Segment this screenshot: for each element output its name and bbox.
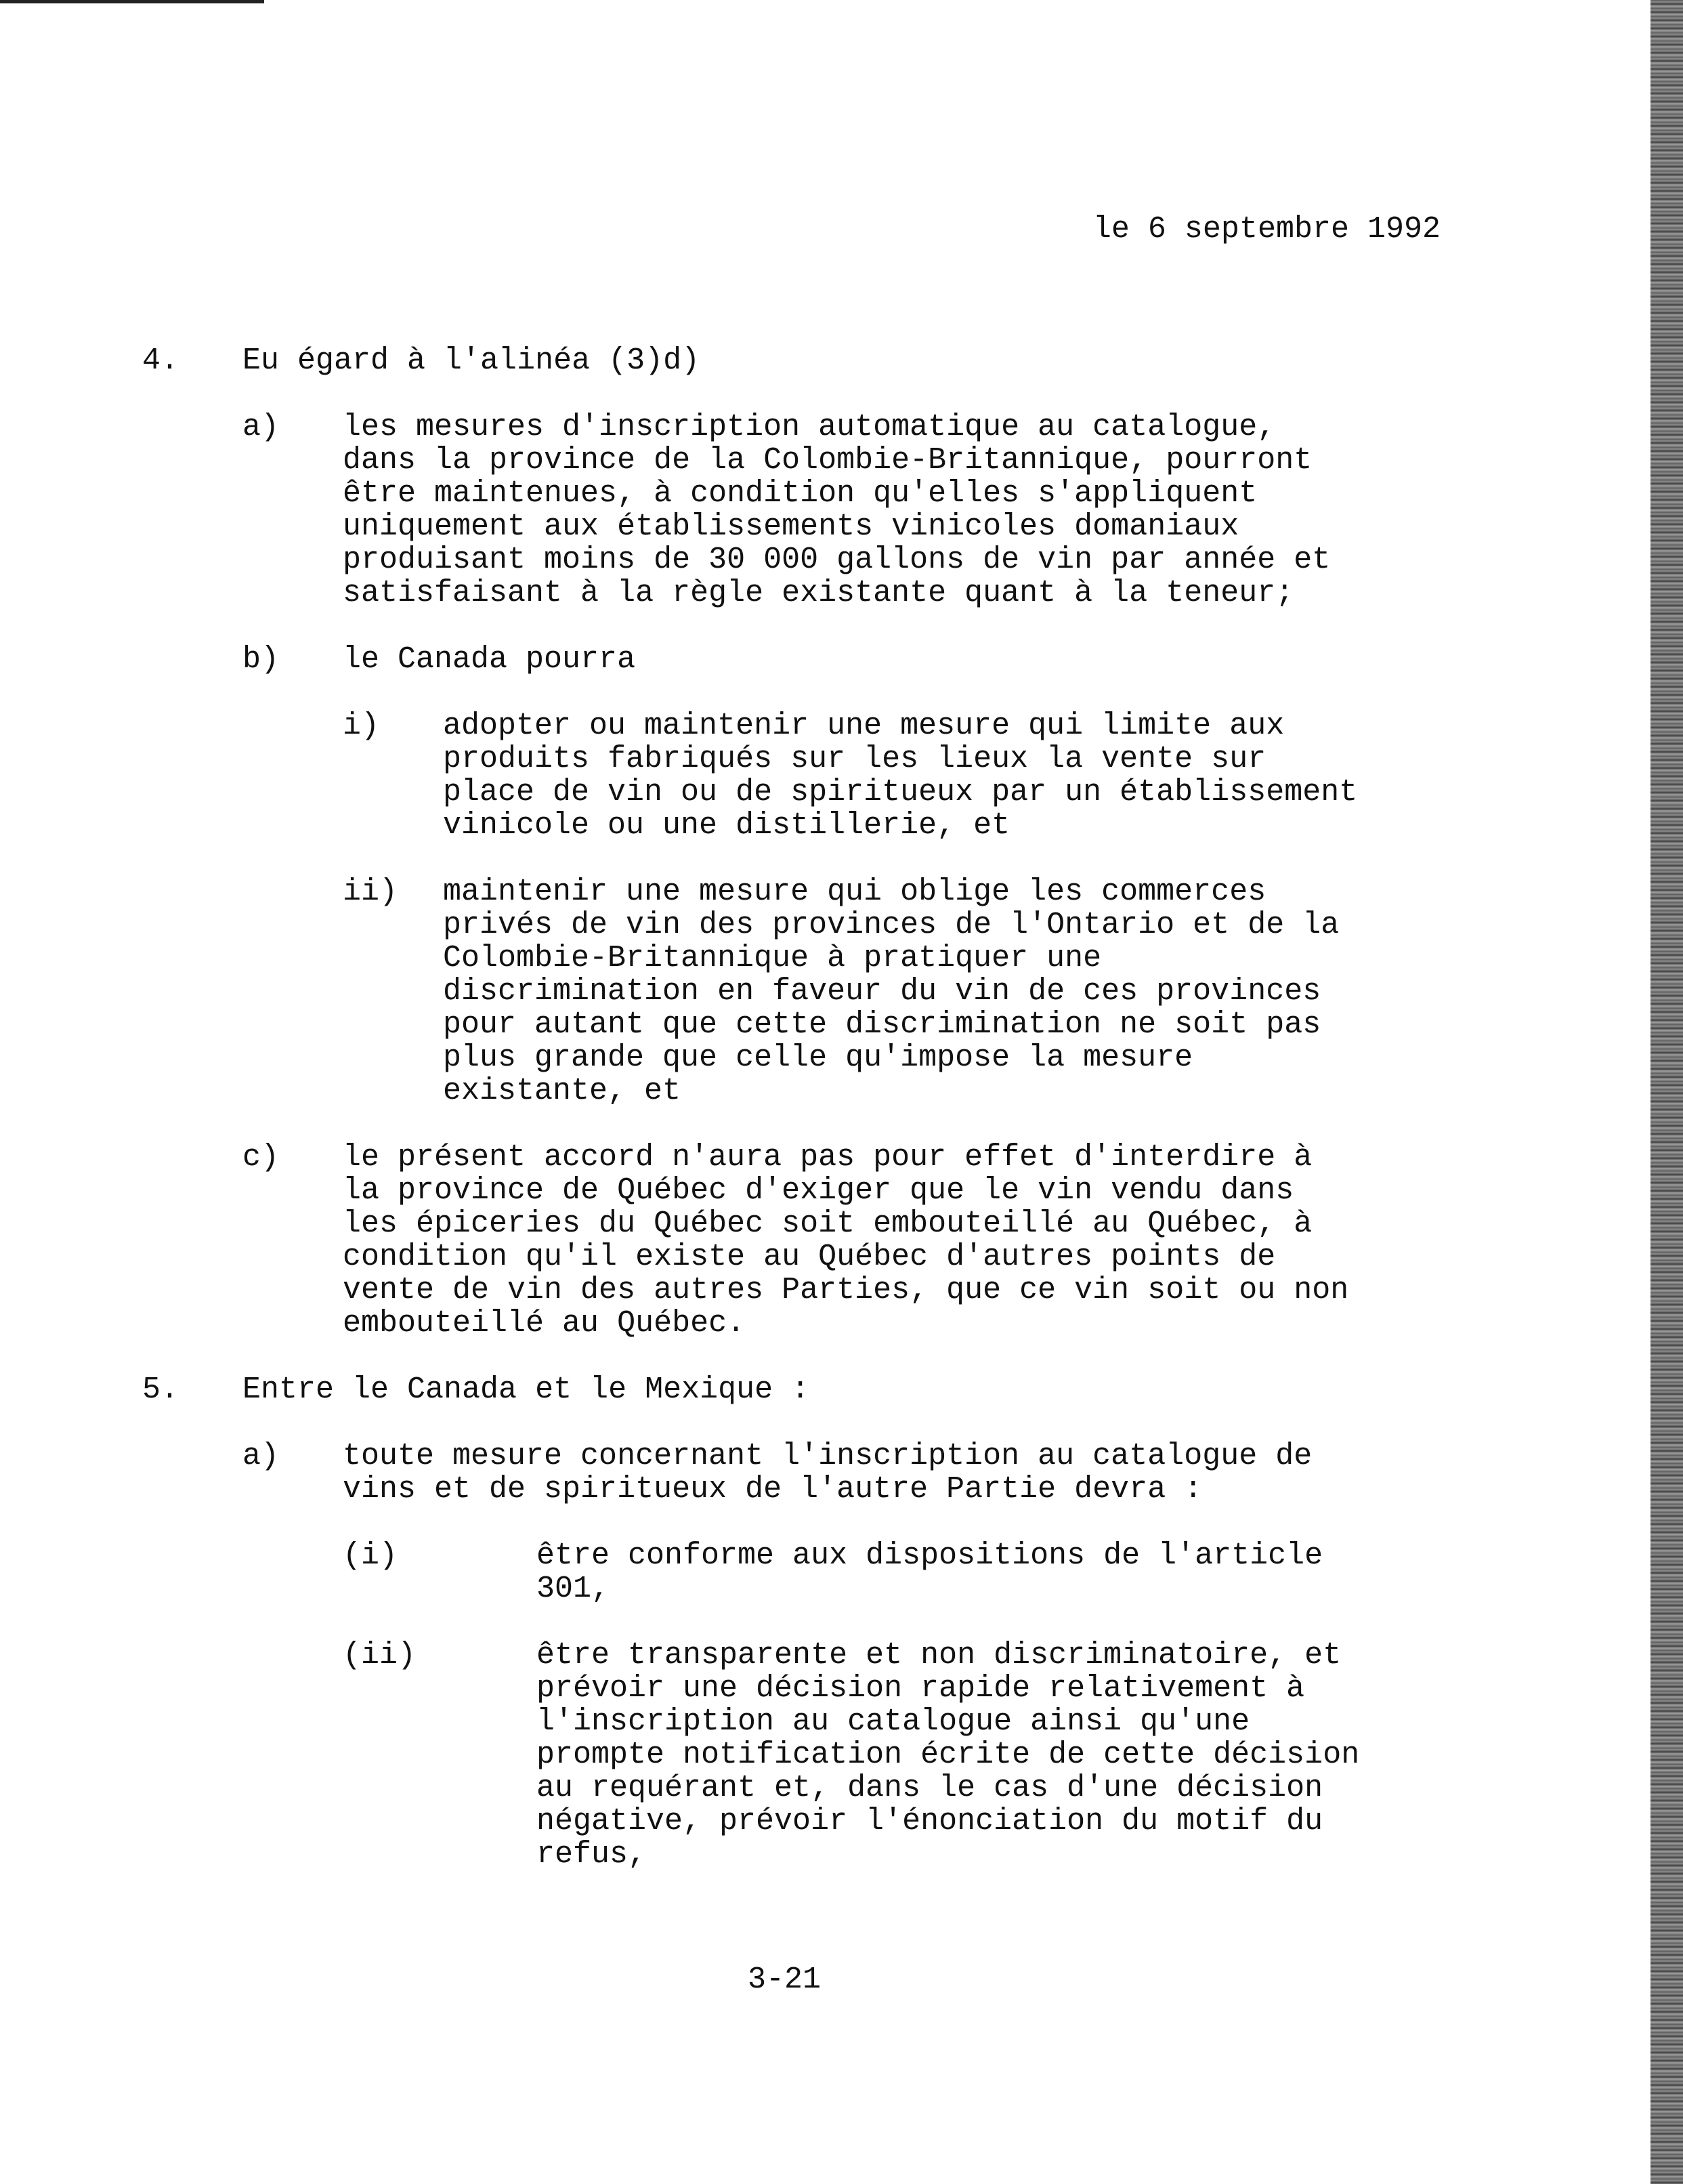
subitem-line: vinicole ou une distillerie, et <box>443 808 1010 843</box>
scan-top-rule <box>0 0 264 3</box>
subitem-line: plus grande que celle qu'impose la mesure <box>443 1041 1193 1075</box>
subitem-line: l'inscription au catalogue ainsi qu'une <box>536 1704 1250 1739</box>
subitem-line: adopter ou maintenir une mesure qui limite aux <box>443 709 1285 743</box>
item-label: c) <box>242 1140 280 1175</box>
item-line: vins et de spiritueux de l'autre Partie devra : <box>343 1472 1203 1507</box>
item-line: la province de Québec d'exiger que le vin vendu dans <box>343 1173 1294 1208</box>
item-line: vente de vin des autres Parties, que ce vin soit ou non <box>343 1273 1349 1307</box>
document-date: le 6 septembre 1992 <box>1092 212 1441 247</box>
subitem-line: privés de vin des provinces de l'Ontario et de la <box>443 908 1340 942</box>
subitem-label: ii) <box>343 875 398 909</box>
section-5-number: 5. <box>142 1372 179 1407</box>
scan-edge-strip <box>1650 0 1683 2184</box>
section-4-heading: Eu égard à l'alinéa (3)d) <box>242 343 700 378</box>
subitem-label: (i) <box>343 1538 398 1573</box>
item-line: le présent accord n'aura pas pour effet d'interdire à <box>343 1140 1313 1175</box>
subitem-label: i) <box>343 709 380 743</box>
item-label: a) <box>242 410 280 444</box>
section-5-heading: Entre le Canada et le Mexique : <box>242 1372 810 1407</box>
subitem-line: au requérant et, dans le cas d'une décision <box>536 1771 1323 1805</box>
item-line: produisant moins de 30 000 gallons de vin par année et <box>343 543 1331 577</box>
section-4-number: 4. <box>142 343 179 378</box>
item-line: être maintenues, à condition qu'elles s'appliquent <box>343 476 1258 511</box>
item-line: le Canada pourra <box>343 642 636 677</box>
subitem-line: place de vin ou de spiritueux par un établissement <box>443 775 1358 810</box>
subitem-line: être conforme aux dispositions de l'article <box>536 1538 1323 1573</box>
item-line: condition qu'il existe au Québec d'autres points de <box>343 1240 1276 1274</box>
subitem-line: négative, prévoir l'énonciation du motif du <box>536 1804 1323 1839</box>
item-line: dans la province de la Colombie-Britannique, pourront <box>343 443 1313 478</box>
subitem-line: Colombie-Britannique à pratiquer une <box>443 941 1102 975</box>
item-line: toute mesure concernant l'inscription au catalogue de <box>343 1439 1313 1473</box>
subitem-line: prévoir une décision rapide relativement à <box>536 1671 1305 1706</box>
subitem-line: pour autant que cette discrimination ne soit pas <box>443 1007 1321 1042</box>
subitem-line: refus, <box>536 1837 647 1872</box>
item-line: satisfaisant à la règle existante quant à la teneur; <box>343 576 1294 610</box>
subitem-line: prompte notification écrite de cette décision <box>536 1738 1360 1772</box>
item-line: uniquement aux établissements vinicoles domaniaux <box>343 509 1239 544</box>
item-line: les mesures d'inscription automatique au catalogue, <box>343 410 1276 444</box>
page-number: 3-21 <box>748 1962 822 1997</box>
subitem-line: discrimination en faveur du vin de ces provinces <box>443 974 1321 1009</box>
subitem-line: maintenir une mesure qui oblige les commerces <box>443 875 1266 909</box>
item-label: b) <box>242 642 280 677</box>
item-line: embouteillé au Québec. <box>343 1306 746 1341</box>
subitem-line: produits fabriqués sur les lieux la vente sur <box>443 742 1266 776</box>
subitem-label: (ii) <box>343 1638 417 1673</box>
item-label: a) <box>242 1439 280 1473</box>
subitem-line: 301, <box>536 1572 610 1606</box>
item-line: les épiceries du Québec soit embouteillé au Québec, à <box>343 1206 1313 1241</box>
subitem-line: être transparente et non discriminatoire, et <box>536 1638 1342 1673</box>
subitem-line: existante, et <box>443 1074 681 1108</box>
